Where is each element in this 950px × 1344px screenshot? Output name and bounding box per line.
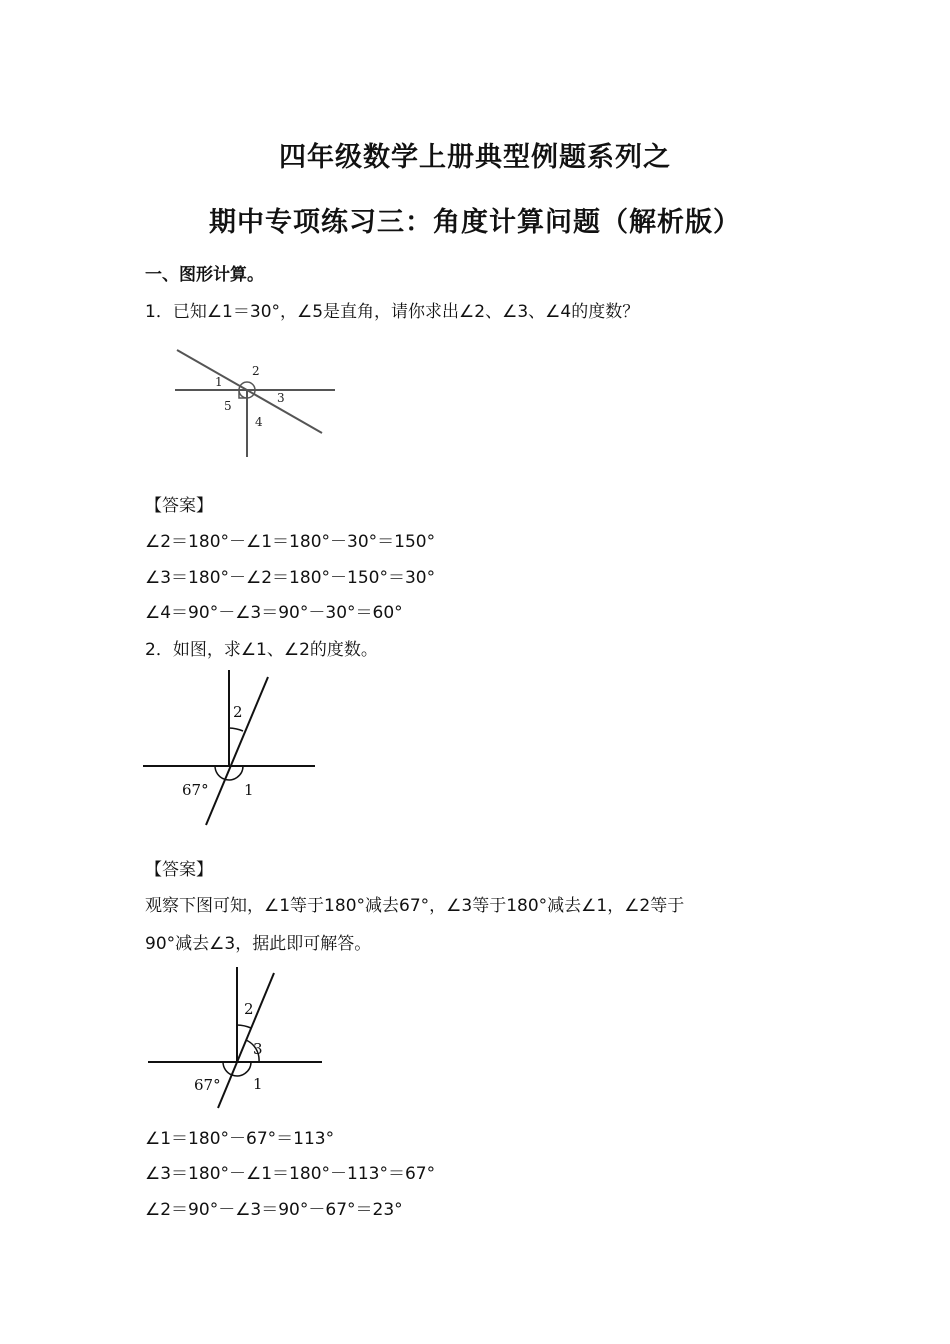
fig2-label-67: 67°	[182, 781, 209, 799]
answer-2-line-3: ∠2＝90°－∠3＝90°－67°＝23°	[145, 1200, 403, 1220]
fig3-label-1: 1	[253, 1075, 263, 1093]
answer-2-heading: 【答案】	[145, 860, 213, 880]
question-2: 2．如图，求∠1、∠2的度数。	[145, 640, 378, 660]
title-line-2: 期中专项练习三：角度计算问题（解析版）	[209, 207, 741, 238]
answer-2-line-2: ∠3＝180°－∠1＝180°－113°＝67°	[145, 1164, 436, 1184]
fig2-label-1: 1	[244, 781, 254, 799]
fig3-label-67: 67°	[194, 1076, 221, 1094]
title-line-1: 四年级数学上册典型例题系列之	[279, 142, 671, 173]
fig3-angle-arc-67	[223, 1062, 232, 1075]
answer-1-heading: 【答案】	[145, 496, 213, 516]
fig3-angle-arc-2	[237, 1025, 251, 1028]
fig2-angle-arc-67	[215, 766, 224, 779]
answer-1-line-2: ∠3＝180°－∠2＝180°－150°＝30°	[145, 568, 436, 588]
fig2-slanted-line	[206, 677, 268, 825]
fig2-label-2: 2	[233, 703, 243, 721]
answer-1-line-3: ∠4＝90°－∠3＝90°－30°＝60°	[145, 603, 403, 623]
answer-2-explanation-1: 观察下图可知，∠1等于180°减去67°，∠3等于180°减去∠1，∠2等于	[145, 896, 685, 916]
fig1-label-3: 3	[277, 391, 285, 405]
fig1-label-2: 2	[252, 364, 260, 378]
fig3-label-2: 2	[244, 1000, 254, 1018]
fig1-label-5: 5	[224, 399, 232, 413]
answer-2-line-1: ∠1＝180°－67°＝113°	[145, 1129, 335, 1149]
figure-3	[145, 962, 325, 1112]
section-heading: 一、图形计算。	[145, 265, 264, 285]
question-1: 1．已知∠1＝30°，∠5是直角，请你求出∠2、∠3、∠4的度数？	[145, 302, 640, 322]
figure-1	[160, 340, 350, 465]
fig3-label-3: 3	[253, 1040, 263, 1058]
fig2-angle-arc-2	[229, 728, 243, 731]
answer-2-explanation-2: 90°减去∠3，据此即可解答。	[145, 934, 372, 954]
answer-1-line-1: ∠2＝180°－∠1＝180°－30°＝150°	[145, 532, 436, 552]
fig1-label-4: 4	[255, 415, 263, 429]
figure-2	[140, 665, 320, 830]
fig1-label-1: 1	[215, 375, 223, 389]
fig1-diagonal-line	[177, 350, 322, 433]
